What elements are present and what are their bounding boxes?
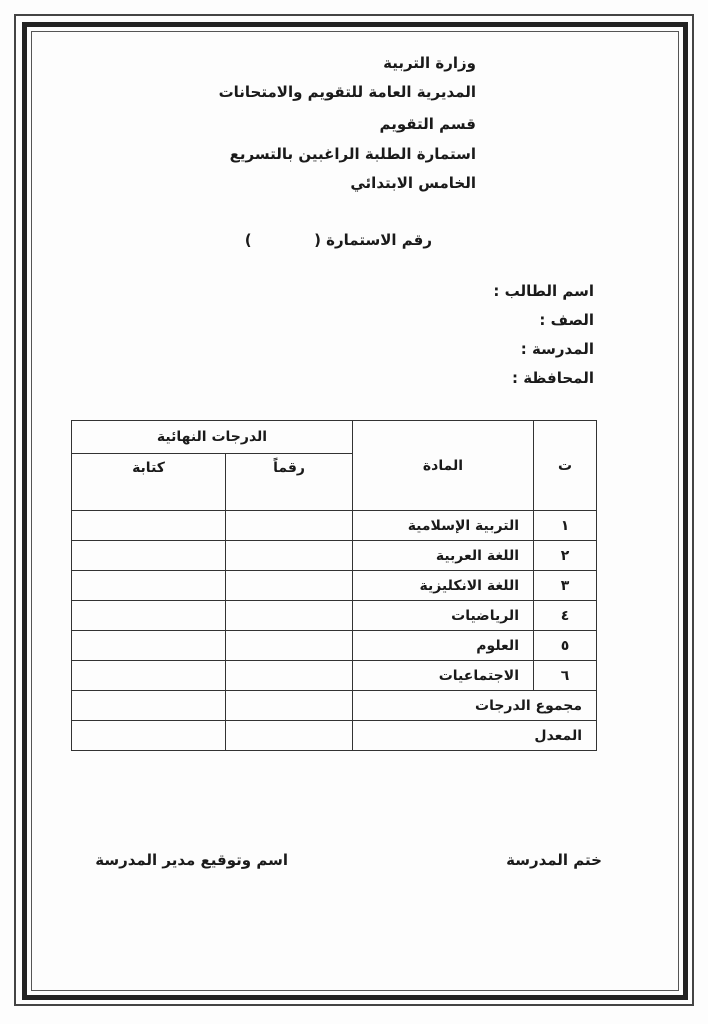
row-number: ٢ (534, 541, 597, 571)
school-stamp-label: ختم المدرسة (506, 851, 602, 869)
field-school[interactable]: المدرسة : (520, 340, 594, 358)
total-digits-cell[interactable] (226, 691, 353, 721)
ministry-name: وزارة التربية (383, 54, 476, 72)
row-number: ٥ (534, 631, 597, 661)
form-title: استمارة الطلبة الراغبين بالتسريع (229, 145, 476, 163)
grade-words-cell[interactable] (72, 511, 226, 541)
row-number: ٣ (534, 571, 597, 601)
average-row (72, 721, 597, 751)
principal-signature-label: اسم وتوقيع مدير المدرسة (95, 851, 288, 869)
subject-cell: اللغة العربية (353, 541, 534, 571)
grade-words-cell[interactable] (72, 571, 226, 601)
form-number-label: رقم الاستمارة ( (314, 231, 432, 249)
header-number: ت (534, 421, 597, 511)
row-number: ٤ (534, 601, 597, 631)
grade-level: الخامس الابتدائي (350, 174, 476, 192)
field-governorate[interactable]: المحافظة : (511, 369, 594, 387)
header-words: كتابة (72, 454, 226, 511)
directorate-name: المديرية العامة للتقويم والامتحانات (218, 83, 476, 101)
header-final-grades: الدرجات النهائية (72, 421, 353, 454)
header-subject: المادة (353, 421, 534, 511)
row-number: ١ (534, 511, 597, 541)
grades-table (71, 420, 597, 751)
table-row (72, 571, 597, 601)
grade-words-cell[interactable] (72, 601, 226, 631)
table-row (72, 511, 597, 541)
grade-digits-cell[interactable] (226, 541, 353, 571)
total-row (72, 691, 597, 721)
form-number-line (245, 231, 432, 249)
average-label: المعدل (353, 721, 597, 751)
subject-cell: الرياضيات (353, 601, 534, 631)
subject-cell: العلوم (353, 631, 534, 661)
average-digits-cell[interactable] (226, 721, 353, 751)
grade-digits-cell[interactable] (226, 661, 353, 691)
table-row (72, 601, 597, 631)
grade-words-cell[interactable] (72, 541, 226, 571)
grade-digits-cell[interactable] (226, 631, 353, 661)
grade-words-cell[interactable] (72, 661, 226, 691)
form-number-close: ) (244, 231, 252, 249)
table-row (72, 631, 597, 661)
field-class[interactable]: الصف : (539, 311, 594, 329)
average-words-cell[interactable] (72, 721, 226, 751)
subject-cell: الاجتماعيات (353, 661, 534, 691)
grade-digits-cell[interactable] (226, 511, 353, 541)
grade-words-cell[interactable] (72, 631, 226, 661)
total-label: مجموع الدرجات (353, 691, 597, 721)
table-row (72, 661, 597, 691)
subject-cell: التربية الإسلامية (353, 511, 534, 541)
table-row (72, 541, 597, 571)
subject-cell: اللغة الانكليزية (353, 571, 534, 601)
header-digits: رقماً (226, 454, 353, 511)
grade-digits-cell[interactable] (226, 601, 353, 631)
total-words-cell[interactable] (72, 691, 226, 721)
row-number: ٦ (534, 661, 597, 691)
department-name: قسم التقويم (379, 115, 476, 133)
grade-digits-cell[interactable] (226, 571, 353, 601)
field-student-name[interactable]: اسم الطالب : (493, 282, 594, 300)
